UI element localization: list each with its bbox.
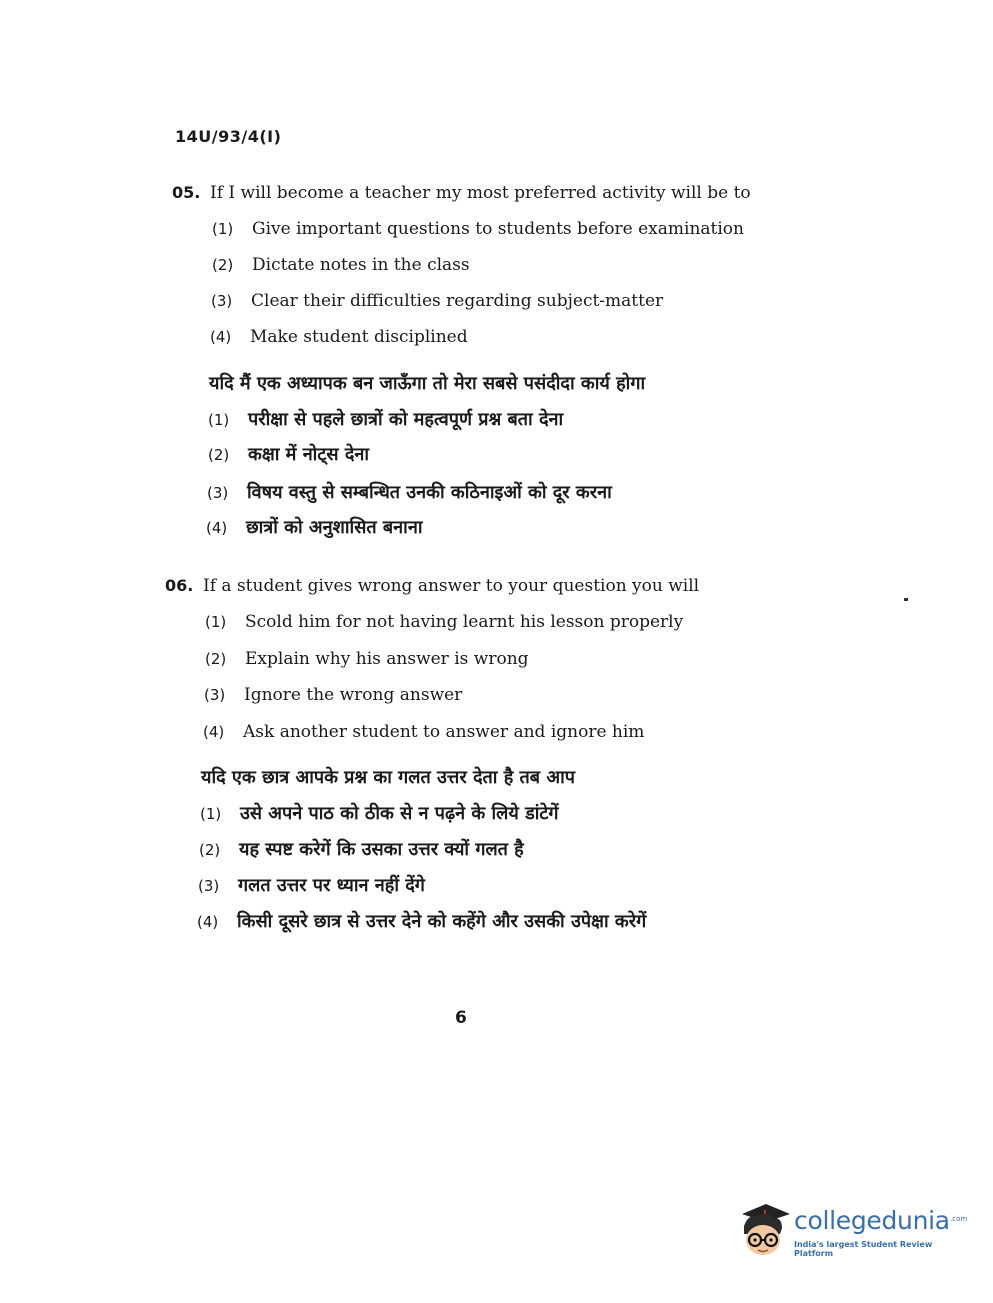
page-number: 6: [455, 1008, 467, 1028]
q5-option-3: (3) Clear their difficulties regarding subject-matter: [211, 291, 664, 311]
question-5: [172, 182, 751, 204]
q5-hindi-option-1: (1) परीक्षा से पहले छात्रों को महत्वपूर्ण प्रश्न बता देना: [208, 409, 564, 430]
q5-option-1: (1) Give important questions to students before examination: [212, 219, 744, 239]
q6-hindi-option-2: (2) यह स्पष्ट करेगें कि उसका उत्तर क्यों गलत है: [199, 839, 524, 860]
q6-option-4: (4) Ask another student to answer and ignore him: [203, 722, 645, 742]
q5-hindi-option-2: (2) कक्षा में नोट्स देना: [208, 444, 370, 465]
paper-code: 14U/93/4(I): [175, 127, 282, 146]
question-5-number: 05.: [172, 183, 201, 202]
q6-option-3: (3) Ignore the wrong answer: [204, 685, 463, 705]
q6-hindi-option-1: (1) उसे अपने पाठ को ठीक से न पढ़ने के लिये डांटेगें: [200, 803, 559, 824]
q6-hindi-option-4: (4) किसी दूसरे छात्र से उत्तर देने को कहेंगे और उसकी उपेक्षा करेगें: [197, 911, 647, 932]
q5-hindi-option-3: (3) विषय वस्तु से सम्बन्धित उनकी कठिनाइओं को दूर करना: [207, 482, 612, 503]
graduate-mascot-icon: [734, 1196, 794, 1260]
brand-tagline: India's largest Student Review Platform: [794, 1240, 933, 1258]
q6-option-1: (1) Scold him for not having learnt his lesson properly: [205, 612, 684, 632]
q6-option-2: (2) Explain why his answer is wrong: [205, 649, 529, 669]
question-6-number: 06.: [165, 576, 194, 595]
brand-suffix: .com: [950, 1215, 968, 1223]
q5-hindi-text: यदि मैं एक अध्यापक बन जाऊँगा तो मेरा सबसे पसंदीदा कार्य होगा: [209, 373, 646, 394]
collegedunia-watermark: [734, 1196, 968, 1266]
q5-option-4: (4) Make student disciplined: [210, 327, 468, 347]
q5-option-2: (2) Dictate notes in the class: [212, 255, 470, 275]
q5-hindi-option-4: (4) छात्रों को अनुशासित बनाना: [206, 517, 423, 538]
scan-speck: [904, 598, 908, 601]
question-5-text: If I will become a teacher my most preferred activity will be to: [210, 183, 751, 203]
question-6: [165, 575, 699, 597]
question-6-text: If a student gives wrong answer to your question you will: [203, 576, 700, 596]
q6-hindi-text: यदि एक छात्र आपके प्रश्न का गलत उत्तर देता है तब आप: [201, 767, 575, 788]
brand-name: collegedunia: [794, 1206, 950, 1235]
q6-hindi-option-3: (3) गलत उत्तर पर ध्यान नहीं देंगे: [198, 875, 425, 896]
